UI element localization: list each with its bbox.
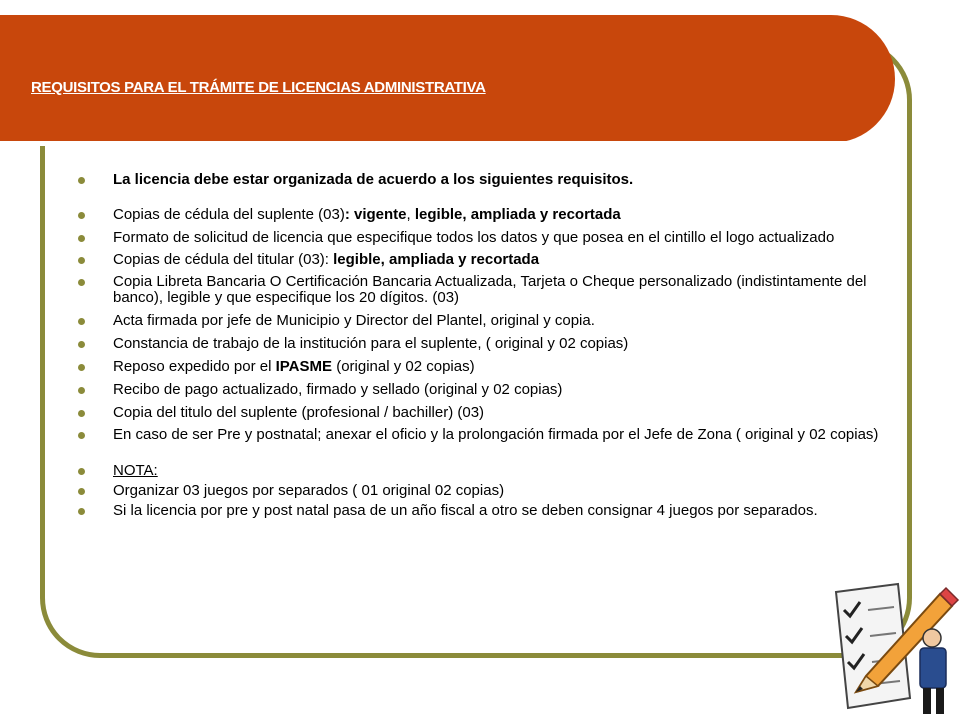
header-banner (0, 15, 895, 143)
list-item-cedula-titular (78, 252, 898, 268)
list-item-libreta-bancaria (78, 274, 898, 306)
separator-text: , (406, 206, 415, 223)
recibo-text: Recibo de pago actualizado, firmado y sellado (original y 02 copias) (113, 381, 563, 398)
organizar-text: Organizar 03 juegos por separados ( 01 original 02 copias) (113, 482, 505, 499)
reposo-text: Reposo expedido por el (113, 358, 276, 375)
legible-text: legible, ampliada y recortada (414, 206, 621, 223)
list-item-intro (78, 172, 898, 188)
checklist-pencil-clipart (828, 580, 960, 720)
list-item-cedula-suplente (78, 207, 898, 223)
page-title: REQUISITOS PARA EL TRÁMITE DE LICENCIAS ADMINISTRATIVA (31, 79, 486, 96)
pre-postnatal-text: En caso de ser Pre y postnatal; anexar el oficio y la prolongación firmada por el Jefe de Zona ( original y 02 copias) (113, 426, 879, 443)
list-item-titulo (78, 405, 898, 421)
cedula-suplente-text: Copias de cédula del suplente (03) (113, 206, 345, 223)
ano-fiscal-text: Si la licencia por pre y post natal pasa de un año fiscal a otro se deben consignar 4 juegos por separados. (113, 502, 818, 519)
constancia-text: Constancia de trabajo de la institución para el suplente, ( original y 02 copias) (113, 335, 629, 352)
libreta-bancaria-text: Copia Libreta Bancaria O Certificación Bancaria Actualizada, Tarjeta o Cheque personalizado (indistintamente del banco), legible y que especifique los 20 dígitos. (03) (113, 273, 867, 306)
requirements-list (78, 172, 898, 519)
list-item-recibo (78, 382, 898, 398)
header-divider (0, 141, 848, 146)
list-item-reposo (78, 359, 898, 375)
list-item-ano-fiscal (78, 503, 898, 519)
person-icon (920, 629, 946, 714)
intro-text: La licencia debe estar organizada de acuerdo a los siguientes requisitos. (113, 171, 634, 188)
list-item-organizar (78, 483, 898, 499)
vigente-text: : vigente (344, 206, 407, 223)
nota-label: NOTA: (113, 462, 158, 479)
list-item-nota (78, 463, 898, 479)
list-item-constancia (78, 336, 898, 352)
list-item-acta (78, 313, 898, 329)
ipasme-text: IPASME (275, 358, 333, 375)
cedula-titular-text: Copias de cédula del titular (03): (113, 251, 334, 268)
titulo-text: Copia del titulo del suplente (profesional / bachiller) (03) (113, 404, 485, 421)
formato-solicitud-text: Formato de solicitud de licencia que especifique todos los datos y que posea en el cintillo el logo actualizado (113, 229, 835, 246)
reposo-copias-text: (original y 02 copias) (332, 358, 475, 375)
list-item-pre-postnatal (78, 427, 898, 443)
list-item-formato-solicitud (78, 230, 898, 246)
titular-bold-text: legible, ampliada y recortada (333, 251, 540, 268)
acta-text: Acta firmada por jefe de Municipio y Director del Plantel, original y copia. (113, 312, 595, 329)
